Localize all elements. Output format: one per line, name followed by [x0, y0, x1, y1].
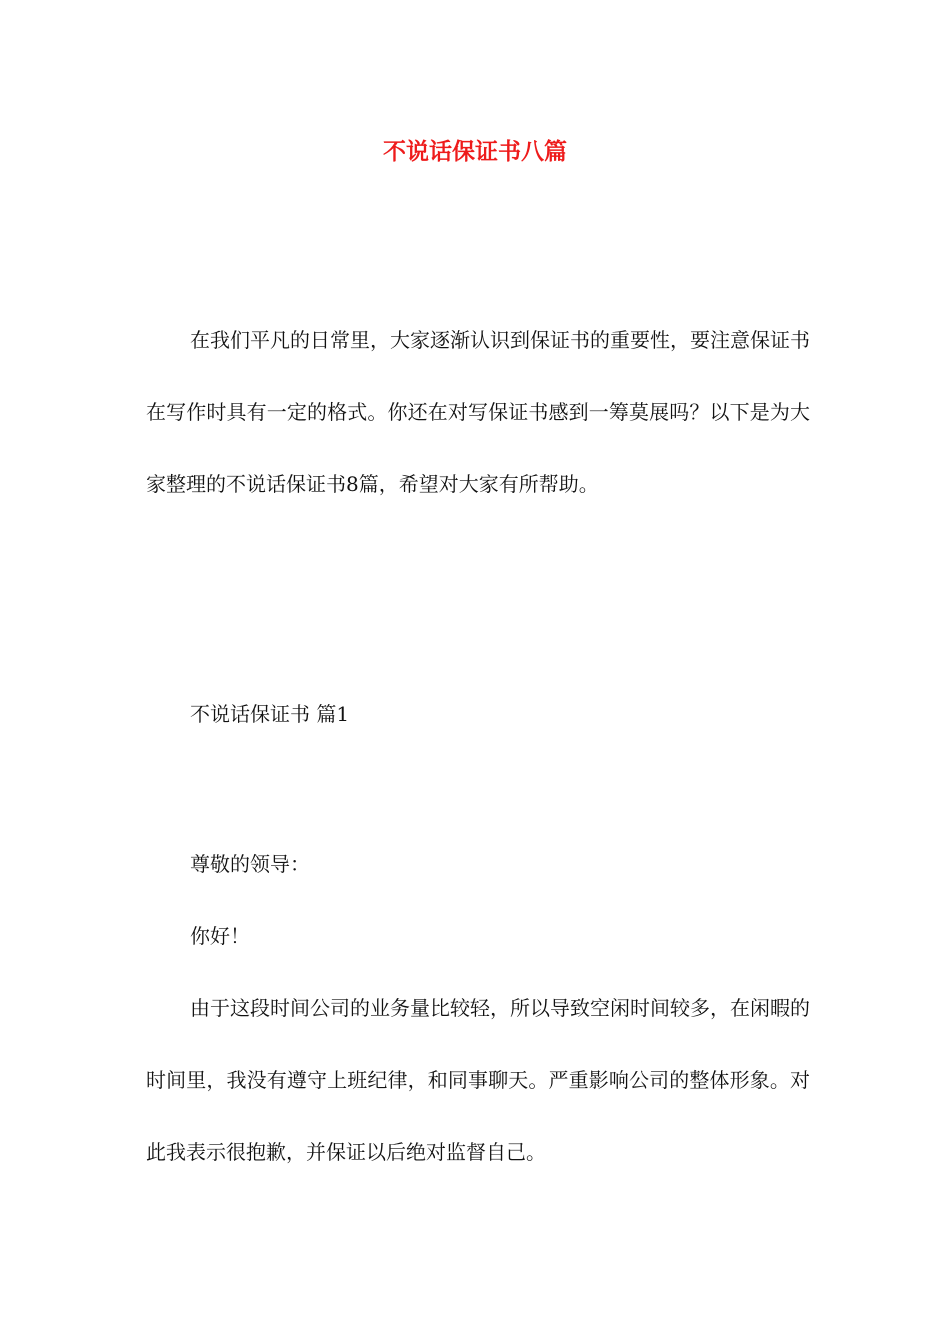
greeting-line: 你好！ [190, 924, 250, 948]
section-heading: 不说话保证书 篇1 [190, 702, 350, 726]
body-paragraph: 由于这段时间公司的业务量比较轻，所以导致空闲时间较多，在闲暇的时间里，我没有遵守上班纪律，和同事聊天。严重影响公司的整体形象。对此我表示很抱歉，并保证以后绝对监督自己。 [146, 996, 810, 1164]
document-title: 不说话保证书八篇 [383, 138, 567, 165]
salutation-line: 尊敬的领导： [190, 852, 310, 876]
intro-paragraph: 在我们平凡的日常里，大家逐渐认识到保证书的重要性，要注意保证书在写作时具有一定的格式。你还在对写保证书感到一筹莫展吗？以下是为大家整理的不说话保证书8篇，希望对大家有所帮助。 [146, 328, 810, 496]
